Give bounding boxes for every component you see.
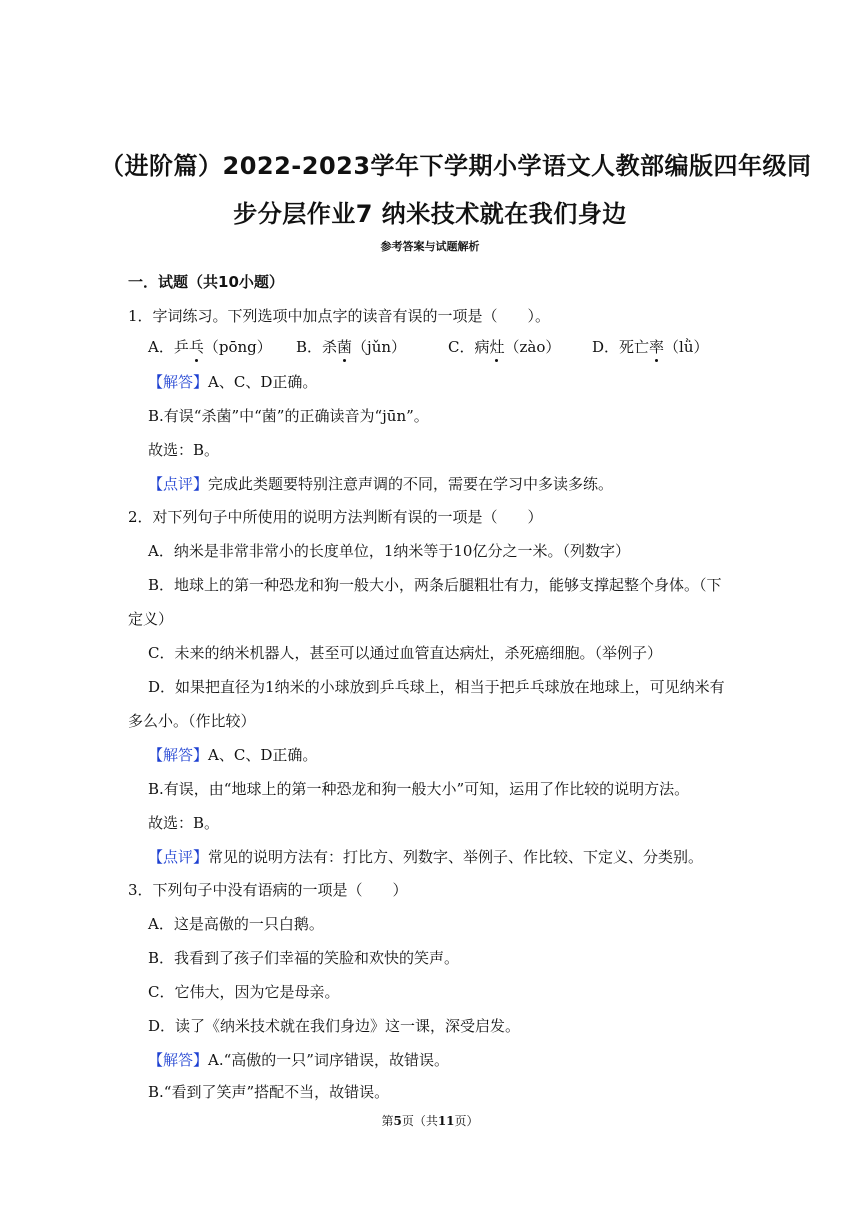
section-heading: 一．试题（共10小题） (128, 273, 284, 291)
dotted-char: 灶 (489, 338, 505, 356)
dotted-char: 乓 (188, 338, 204, 356)
q3-option-d: D．读了《纳米技术就在我们身边》这一课，深受启发。 (148, 1017, 521, 1035)
q2-choice: 故选：B。 (148, 814, 220, 832)
answer-tag: 【解答】 (148, 746, 209, 764)
q2-answer: 【解答】A、C、D正确。 (148, 746, 318, 764)
q1-stem: 1．字词练习。下列选项中加点字的读音有误的一项是（ ）。 (128, 307, 551, 325)
q3-option-b: B．我看到了孩子们幸福的笑脸和欢快的笑声。 (148, 949, 460, 967)
q2-explanation: B.有误，由“地球上的第一种恐龙和狗一般大小”可知，运用了作比较的说明方法。 (148, 780, 690, 798)
q3-answer: 【解答】A.“高傲的一只”词序错误，故错误。 (148, 1051, 449, 1069)
q1-option-a: A．乒乓（pōng） (148, 338, 272, 356)
document-title-line-1: （进阶篇）2022-2023学年下学期小学语文人教部编版四年级同 (100, 152, 812, 180)
q3-stem: 3．下列句子中没有语病的一项是（ ） (128, 881, 408, 899)
page-total: 11 (437, 1114, 455, 1128)
document-title-line-2: 步分层作业7 纳米技术就在我们身边 (233, 200, 627, 228)
q1-option-d: D．死亡率（lǜ） (592, 338, 709, 356)
comment-tag: 【点评】 (148, 848, 209, 866)
q3-explanation: B.“看到了笑声”搭配不当，故错误。 (148, 1083, 390, 1101)
q1-comment: 【点评】完成此类题要特别注意声调的不同，需要在学习中多读多练。 (148, 475, 614, 493)
answer-tag: 【解答】 (148, 1051, 209, 1069)
page-number: 5 (393, 1114, 402, 1128)
page-footer: 第5页（共11页） (381, 1114, 479, 1128)
comment-tag: 【点评】 (148, 475, 209, 493)
q1-answer: 【解答】A、C、D正确。 (148, 373, 318, 391)
q2-option-a: A．纳米是非常非常小的长度单位，1纳米等于10亿分之一米。（列数字） (148, 542, 630, 560)
q2-option-b-cont: 定义） (128, 610, 174, 628)
answer-tag: 【解答】 (148, 373, 209, 391)
q2-comment: 【点评】常见的说明方法有：打比方、列数字、举例子、作比较、下定义、分类别。 (148, 848, 704, 866)
dotted-char: 菌 (337, 338, 353, 356)
q3-option-a: A．这是高傲的一只白鹅。 (148, 915, 324, 933)
q1-option-b: B．杀菌（jǔn） (296, 338, 407, 356)
q2-option-c: C．未来的纳米机器人，甚至可以通过血管直达病灶，杀死癌细胞。（举例子） (148, 644, 662, 662)
q3-option-c: C．它伟大，因为它是母亲。 (148, 983, 340, 1001)
q1-explanation: B.有误“杀菌”中“菌”的正确读音为“jūn”。 (148, 407, 429, 425)
q1-choice: 故选：B。 (148, 441, 220, 459)
q2-option-d-cont: 多么小。（作比较） (128, 712, 256, 730)
q2-option-d: D．如果把直径为1纳米的小球放到乒乓球上，相当于把乒乓球放在地球上，可见纳米有 (148, 678, 725, 696)
document-subtitle: 参考答案与试题解析 (380, 240, 480, 253)
dotted-char: 率 (649, 338, 665, 356)
q1-option-c: C．病灶（zào） (448, 338, 561, 356)
q2-option-b: B．地球上的第一种恐龙和狗一般大小，两条后腿粗壮有力，能够支撑起整个身体。（下 (148, 576, 722, 594)
q2-stem: 2．对下列句子中所使用的说明方法判断有误的一项是（ ） (128, 508, 543, 526)
